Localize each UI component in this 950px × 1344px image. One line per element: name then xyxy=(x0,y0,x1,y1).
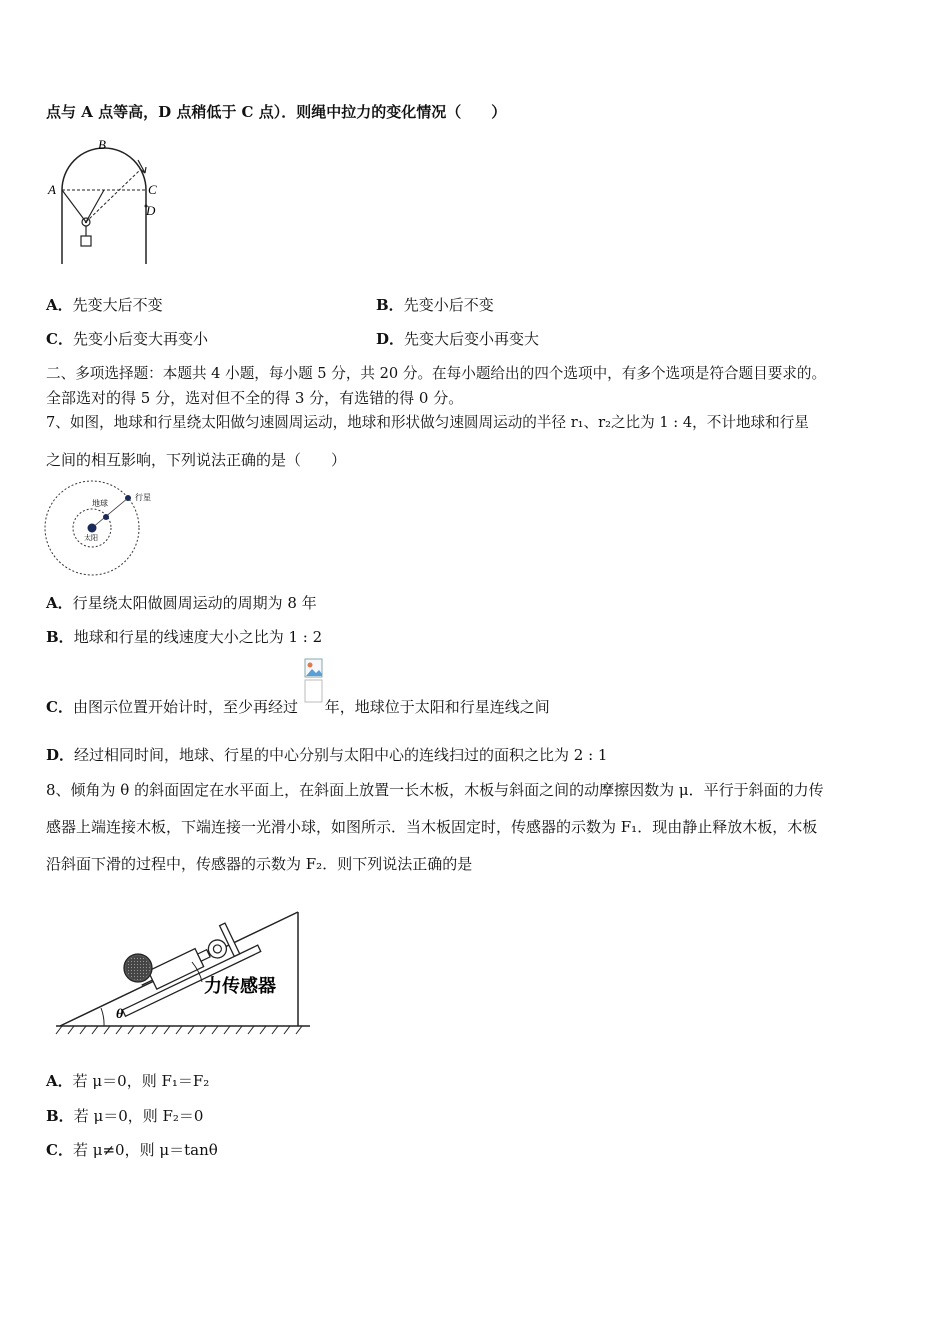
q8-option-b: B．若 μ＝0，则 F₂＝0 xyxy=(46,1107,204,1125)
label-b: B xyxy=(98,137,106,152)
label-c: C xyxy=(148,182,157,197)
q6-option-b: B．先变小后不变 xyxy=(376,296,494,314)
q6-option-a: A．先变大后不变 xyxy=(46,296,163,314)
label-d: D xyxy=(146,203,156,218)
q8-stem-line3: 沿斜面下滑的过程中，传感器的示数为 F₂．则下列说法正确的是 xyxy=(46,855,473,873)
q7-option-c: C．由图示位置开始计时，至少再经过 年，地球位于太阳和行星连线之间 xyxy=(46,686,550,730)
q6-option-c: C．先变小后变大再变小 xyxy=(46,330,208,348)
q7-stem-line1: 7、如图，地球和行星绕太阳做匀速圆周运动，地球和形状做匀速圆周运动的半径 r₁、r₂之比为 1 : 4，不计地球和行星 xyxy=(46,414,809,431)
q7-option-b: B．地球和行星的线速度大小之比为 1 : 2 xyxy=(46,628,323,646)
q7-stem-line2: 之间的相互影响，下列说法正确的是（ ） xyxy=(46,451,347,469)
q6-figure xyxy=(44,134,174,268)
q8-stem-line2: 感器上端连接木板，下端连接一光滑小球，如图所示．当木板固定时，传感器的示数为 F₁．现由静止释放木板，木板 xyxy=(46,818,818,836)
q8-figure xyxy=(52,900,314,1042)
planet-dot xyxy=(125,495,131,501)
q8-stem-line1: 8、倾角为 θ 的斜面固定在水平面上，在斜面上放置一长木板，木板与斜面之间的动摩擦因数为 μ．平行于斜面的力传 xyxy=(46,781,824,799)
q7-figure xyxy=(42,478,162,580)
label-theta: θ xyxy=(116,1007,124,1022)
q6-option-d: D．先变大后变小再变大 xyxy=(376,330,540,348)
label-sun: 太阳 xyxy=(84,534,98,542)
label-earth: 地球 xyxy=(92,499,108,508)
broken-image-icon xyxy=(304,686,324,730)
q8-option-a: A．若 μ＝0，则 F₁＝F₂ xyxy=(46,1072,210,1090)
label-planet: 行星 xyxy=(135,493,151,502)
q8-option-c: C．若 μ≠0，则 μ＝tanθ xyxy=(46,1141,218,1159)
q7-option-a: A．行星绕太阳做圆周运动的周期为 8 年 xyxy=(46,594,317,612)
earth-dot xyxy=(103,514,109,520)
q6-stem: 点与 A 点等高，D 点稍低于 C 点）．则绳中拉力的变化情况（ ） xyxy=(46,103,507,121)
sun-dot xyxy=(88,524,97,533)
label-a: A xyxy=(48,182,56,197)
section2-line2: 全部选对的得 5 分，选对但不全的得 3 分，有选错的得 0 分。 xyxy=(46,389,464,407)
label-sensor: 力传感器 xyxy=(204,976,276,996)
q7-option-d: D．经过相同时间，地球、行星的中心分别与太阳中心的连线扫过的面积之比为 2 : 1 xyxy=(46,746,608,764)
section2-line1: 二、多项选择题：本题共 4 小题，每小题 5 分，共 20 分。在每小题给出的四个选项中，有多个选项是符合题目要求的。 xyxy=(46,365,827,382)
